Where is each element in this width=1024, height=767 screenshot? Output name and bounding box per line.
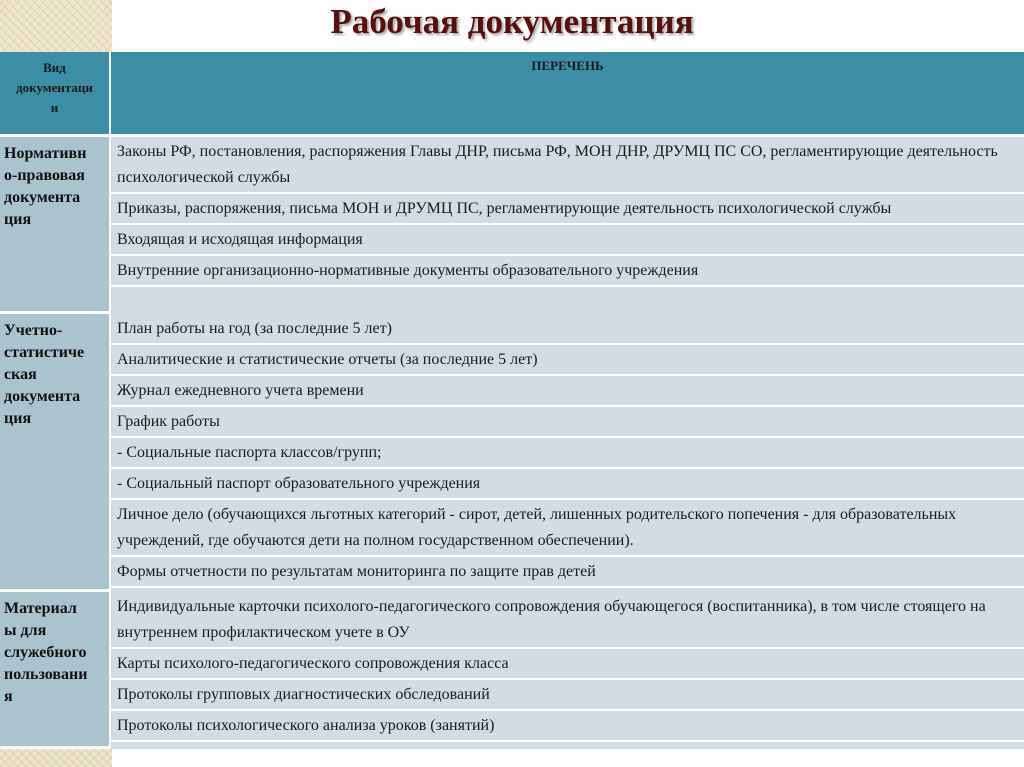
category-line: о-правовая [4,167,85,184]
page-title: Рабочая документация [330,2,694,41]
table-row: Аналитические и статистические отчеты (за последние 5 лет) [111,345,1024,376]
table-row: Формы отчетности по результатам мониторинга по защите прав детей [111,557,1024,588]
table-row: - Социальный паспорт образовательного учреждения [111,469,1024,500]
category-line: документа [4,388,81,405]
items-internal-use [111,592,1024,749]
category-normative-legal [0,137,111,314]
category-line: ция [4,410,32,427]
header-doc-type-line: Вид [43,60,66,75]
table-row: План работы на год (за последние 5 лет) [111,314,1024,345]
header-doc-type-line: и [50,100,59,115]
table-row: Протоколы психологического анализа уроков (занятий) [111,711,1024,742]
category-line: пользовани [4,666,88,683]
items-accounting-statistical [111,314,1024,592]
documentation-table [0,52,1024,749]
row-filler [111,287,1024,314]
category-internal-use [0,592,111,749]
category-line: ы для [4,622,47,639]
category-line: документа [4,189,81,206]
table-row: Законы РФ, постановления, распоряжения Главы ДНР, письма РФ, МОН ДНР, ДРУМЦ ПС СО, регламентирующие деятельность психологической службы [111,137,1024,194]
category-line: ская [4,366,37,383]
header-doc-type-line: документаци [16,80,93,95]
category-accounting-statistical [0,314,111,592]
category-line: статистиче [4,344,85,361]
category-line: Учетно- [4,322,63,339]
table-row: - Социальные паспорта классов/групп; [111,438,1024,469]
category-line: Материал [4,600,77,617]
table-row: Приказы, распоряжения, письма МОН и ДРУМЦ ПС, регламентирующие деятельность психологической службы [111,194,1024,225]
table-row: Журнал ежедневного учета времени [111,376,1024,407]
table-row: Индивидуальные карточки психолого-педагогического сопровождения обучающегося (воспитанника), в том числе стоящего на внутреннем профилактическом учете в ОУ [111,592,1024,649]
table-row: График работы [111,407,1024,438]
category-line: ция [4,211,32,228]
category-line: служебного [4,644,87,661]
table-row: Внутренние организационно-нормативные документы образовательного учреждения [111,256,1024,287]
row-filler [111,742,1024,749]
table-row: Личное дело (обучающихся льготных категорий - сирот, детей, лишенных родительского попечения - для образовательных учреждений, где обучаются дети на полном государственном обеспечении). [111,500,1024,557]
table-row: Протоколы групповых диагностических обследований [111,680,1024,711]
table-row: Карты психолого-педагогического сопровождения класса [111,649,1024,680]
category-line: я [4,688,13,705]
header-doc-type [0,52,111,137]
header-list: ПЕРЕЧЕНЬ [111,52,1024,137]
items-normative-legal [111,137,1024,314]
table-row: Входящая и исходящая информация [111,225,1024,256]
category-line: Нормативн [4,145,87,162]
